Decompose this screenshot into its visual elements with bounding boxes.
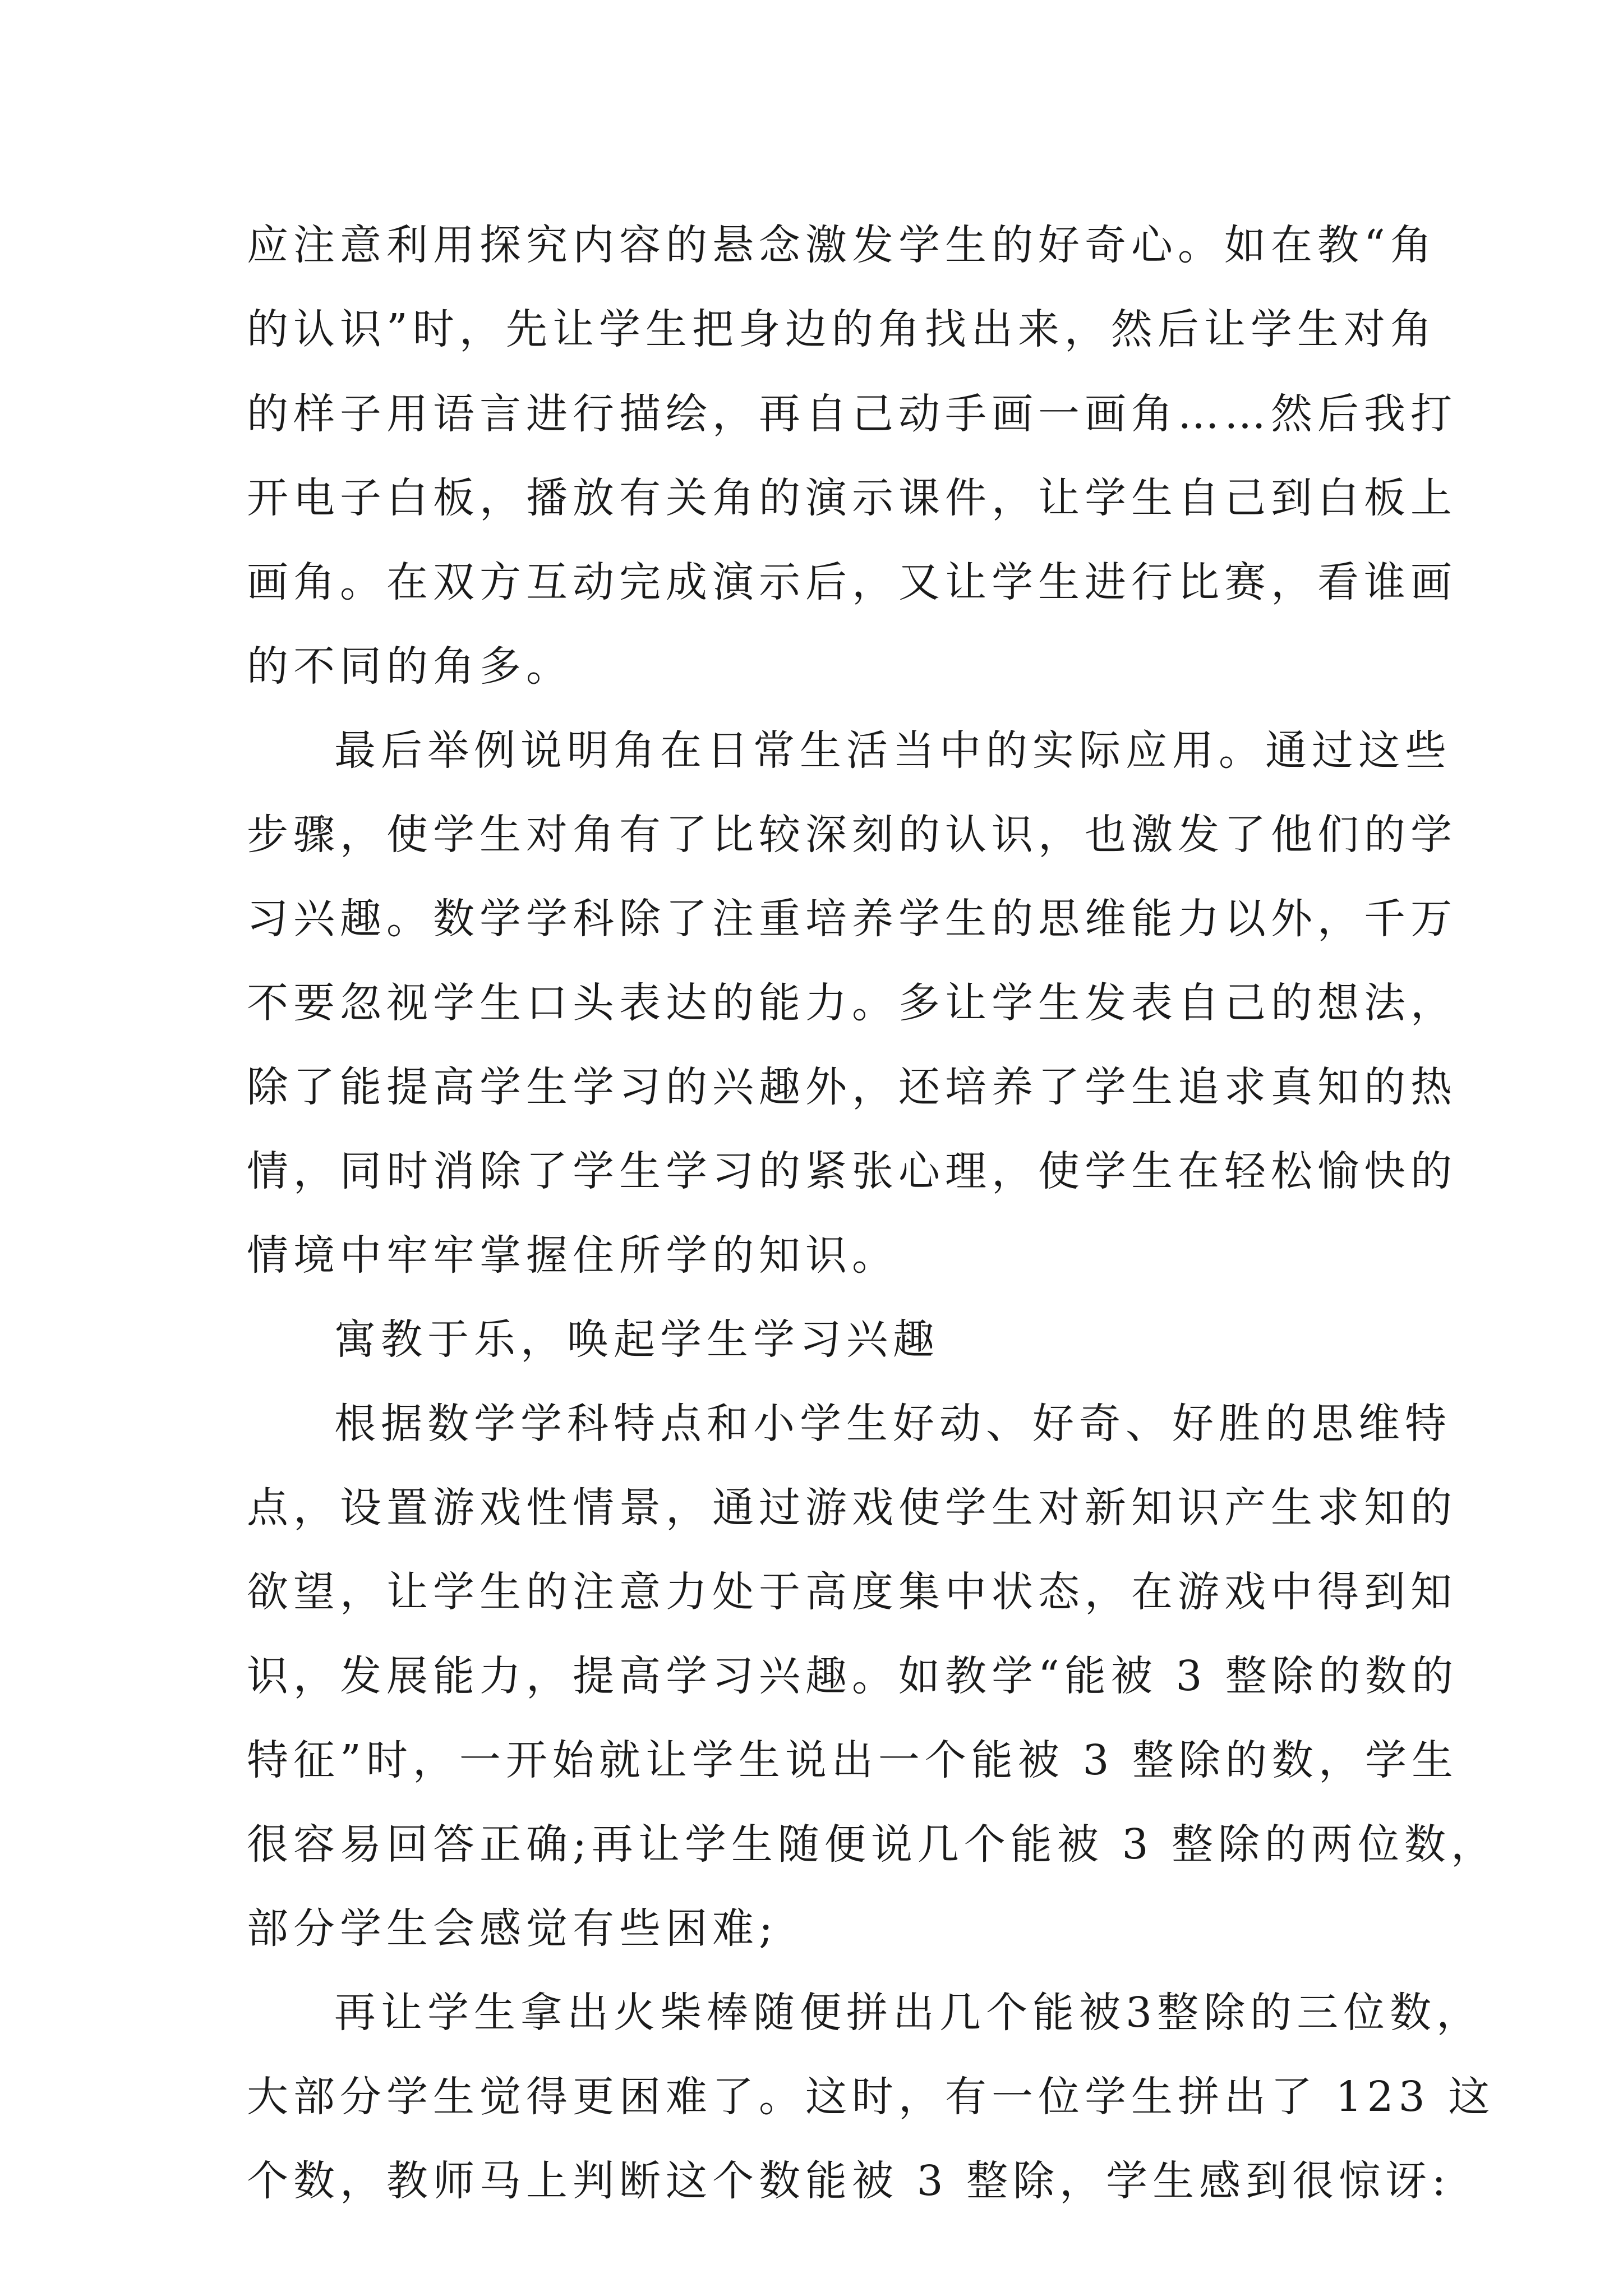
text-line: 特征”时，一开始就让学生说出一个能被 3 整除的数，学生 xyxy=(247,1736,1458,1784)
text-line: 欲望，让学生的注意力处于高度集中状态，在游戏中得到知 xyxy=(247,1568,1457,1616)
text-line: 再让学生拿出火柴棒随便拼出几个能被3整除的三位数， xyxy=(334,1989,1483,2037)
text-line: 根据数学学科特点和小学生好动、好奇、好胜的思维特 xyxy=(334,1400,1451,1448)
text-line: 画角。在双方互动完成演示后，又让学生进行比赛，看谁画 xyxy=(247,558,1457,606)
text-line: 情境中牢牢掌握住所学的知识。 xyxy=(247,1231,898,1280)
text-line: 的认识”时，先让学生把身边的角找出来，然后让学生对角 xyxy=(247,305,1437,353)
text-line: 大部分学生觉得更困难了。这时，有一位学生拼出了 123 这 xyxy=(247,2073,1495,2121)
text-line: 最后举例说明角在日常生活当中的实际应用。通过这些 xyxy=(334,726,1451,775)
text-line: 情，同时消除了学生学习的紧张心理，使学生在轻松愉快的 xyxy=(247,1147,1457,1195)
text-line: 除了能提高学生学习的兴趣外，还培养了学生追求真知的热 xyxy=(247,1063,1457,1111)
text-line: 的不同的角多。 xyxy=(247,642,573,691)
text-line: 应注意利用探究内容的悬念激发学生的好奇心。如在教“角 xyxy=(247,221,1437,269)
text-line: 不要忽视学生口头表达的能力。多让学生发表自己的想法， xyxy=(247,979,1457,1027)
text-line: 个数，教师马上判断这个数能被 3 整除，学生感到很惊讶: xyxy=(247,2157,1451,2205)
text-line: 开电子白板，播放有关角的演示课件，让学生自己到白板上 xyxy=(247,474,1457,522)
text-line: 习兴趣。数学学科除了注重培养学生的思维能力以外，千万 xyxy=(247,895,1457,943)
text-line: 的样子用语言进行描绘，再自己动手画一画角……然后我打 xyxy=(247,390,1457,438)
text-line: 部分学生会感觉有些困难; xyxy=(247,1904,778,1953)
text-line: 识，发展能力，提高学习兴趣。如教学“能被 3 整除的数的 xyxy=(247,1652,1458,1700)
text-line: 点，设置游戏性情景，通过游戏使学生对新知识产生求知的 xyxy=(247,1484,1457,1532)
text-line: 步骤，使学生对角有了比较深刻的认识，也激发了他们的学 xyxy=(247,811,1457,859)
heading-text: 寓教于乐，唤起学生学习兴趣 xyxy=(334,1315,939,1364)
text-line: 很容易回答正确;再让学生随便说几个能被 3 整除的两位数， xyxy=(247,1820,1498,1869)
